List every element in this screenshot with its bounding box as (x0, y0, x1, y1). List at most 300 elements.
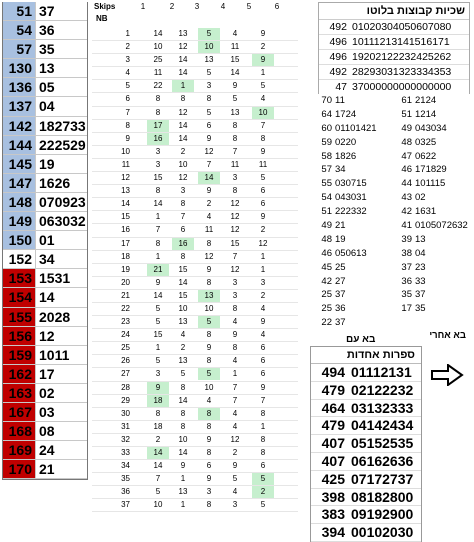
grid-cell: 9 (260, 317, 266, 327)
pair-right-count: 51 (401, 108, 412, 120)
pair-left-value: 1724 (335, 108, 357, 120)
grid-cell: 4 (206, 395, 212, 405)
left-list-number: 54 (3, 21, 35, 39)
grid-cell: 4 (260, 330, 266, 340)
grid-cell: 18 (147, 395, 169, 407)
left-list-number: 137 (3, 97, 35, 115)
left-list-value: 08 (35, 422, 87, 440)
grid-cell: 14 (178, 55, 188, 65)
grid-cell: 8 (180, 421, 186, 431)
grid-cell: 8 (155, 94, 161, 104)
grid-row-number: 23 (121, 317, 130, 327)
left-list-row (3, 250, 87, 269)
grid-row-number: 25 (121, 343, 130, 353)
grid-cell: 9 (206, 343, 212, 353)
left-list-row (3, 174, 87, 193)
grid-row-number: 1 (125, 29, 130, 38)
grid-cell: 8 (155, 107, 161, 117)
grid-cell: 9 (180, 461, 186, 471)
grid-row-number: 4 (125, 68, 130, 78)
grid-cell: 5 (252, 473, 274, 485)
grid-cell: 7 (232, 251, 238, 261)
grid-row (92, 224, 298, 237)
grid-row-number: 8 (125, 120, 130, 130)
left-list-value: 19 (35, 155, 87, 173)
grid-cell: 14 (178, 120, 188, 130)
group-frequency-row (319, 65, 469, 80)
grid-cell: 5 (206, 107, 212, 117)
single-digits-value: 01112131 (351, 364, 412, 380)
grid-cell: 10 (204, 303, 214, 313)
left-list-value: 03 (35, 403, 87, 421)
single-digits-value: 09192900 (351, 506, 414, 523)
left-list-value: 05 (35, 78, 87, 96)
pairs-row (310, 205, 472, 219)
grid-cell: 13 (178, 29, 188, 38)
left-list-row (3, 403, 87, 422)
grid-cell: 5 (198, 368, 220, 380)
grid-cell: 13 (178, 317, 188, 327)
grid-row-number: 33 (121, 448, 130, 457)
grid-row (92, 303, 298, 316)
grid-row (92, 460, 298, 473)
single-digits-row (311, 471, 421, 489)
left-list-row (3, 155, 87, 174)
grid-row-number: 16 (121, 225, 130, 235)
grid-cell: 5 (180, 369, 186, 379)
grid-row-number: 36 (121, 487, 130, 497)
pair-right-value: 23 (415, 261, 426, 273)
group-frequency-row (319, 35, 469, 50)
left-list-value: 04 (35, 97, 87, 115)
grid-cell: 9 (260, 146, 266, 156)
left-list-row (3, 327, 87, 346)
grid-cell: 14 (178, 133, 188, 143)
grid-cell: 12 (178, 42, 188, 52)
left-list-number: 147 (3, 174, 35, 192)
grid-cell: 9 (206, 264, 212, 274)
single-digits-value: 08182800 (351, 488, 414, 505)
grid-cell: 1 (172, 80, 194, 92)
grid-row-number: 32 (121, 434, 130, 444)
grid-cell: 8 (206, 330, 212, 340)
grid-cell: 4 (206, 212, 212, 222)
grid-row-number: 31 (121, 421, 130, 431)
grid-row (92, 146, 298, 159)
grid-row-number: 7 (125, 107, 130, 117)
grid-cell: 3 (155, 369, 161, 379)
grid-cell: 3 (232, 173, 238, 183)
left-list-value: 222529 (35, 136, 87, 154)
grid-cell: 8 (180, 251, 186, 261)
pair-right-value: 0622 (415, 150, 437, 162)
grid-cell: 8 (180, 382, 186, 392)
left-list-number: 155 (3, 308, 35, 326)
single-digits-value: 06162636 (351, 452, 414, 469)
grid-cell: 8 (206, 277, 212, 287)
grid-cell: 12 (230, 434, 240, 444)
group-frequency-count: 492 (329, 21, 347, 33)
grid-cell: 9 (232, 461, 238, 471)
grid-cell: 5 (155, 317, 161, 327)
pair-right-value: 35 (415, 303, 426, 315)
grid-cell: 21 (147, 264, 169, 276)
pairs-row (310, 247, 472, 261)
grid-row-number: 18 (121, 251, 130, 261)
left-list-value: 12 (35, 327, 87, 345)
pair-left-count: 70 (321, 95, 332, 106)
left-list-value: 2028 (35, 308, 87, 326)
left-list-number: 168 (3, 422, 35, 440)
left-list-number: 163 (3, 384, 35, 402)
pair-left-value: 0220 (335, 136, 357, 148)
grid-row-number: 3 (125, 55, 130, 65)
grid-cell: 12 (230, 199, 240, 209)
grid-row (92, 211, 298, 224)
grid-cell: 12 (178, 107, 188, 117)
grid-cell: 10 (178, 159, 188, 169)
grid-column-header: 1 (140, 2, 146, 11)
grid-cell: 8 (232, 343, 238, 353)
grid-cell: 1 (260, 264, 266, 274)
grid-cell: 1 (180, 474, 186, 484)
grid-row (92, 238, 298, 251)
grid-cell: 8 (260, 408, 266, 418)
grid-cell: 4 (232, 29, 238, 38)
left-list-value: 1011 (35, 346, 87, 364)
grid-cell: 25 (153, 55, 163, 65)
left-list-row (3, 212, 87, 231)
grid-cell: 2 (155, 434, 161, 444)
left-list-row (3, 97, 87, 116)
left-list-value: 1531 (35, 269, 87, 287)
pair-right-value: 0105072632 (415, 220, 468, 232)
grid-cell: 9 (260, 212, 266, 222)
grid-cell: 14 (153, 461, 163, 471)
left-list-row (3, 288, 87, 307)
left-list-number: 148 (3, 193, 35, 211)
grid-cell: 5 (232, 94, 238, 104)
grid-cell: 8 (232, 133, 238, 143)
grid-cell: 18 (153, 421, 163, 431)
grid-cell: 4 (232, 487, 238, 497)
grid-cell: 7 (155, 474, 161, 484)
group-frequency-row (319, 20, 469, 35)
grid-row-number: 6 (125, 94, 130, 104)
grid-cell: 8 (206, 448, 212, 457)
left-list-number: 130 (3, 59, 35, 77)
pair-right-count: 46 (401, 164, 412, 176)
left-list-value: 36 (35, 21, 87, 39)
grid-cell: 7 (155, 225, 161, 235)
pairs-row (310, 219, 472, 233)
single-digits-row (311, 400, 421, 418)
grid-cell: 1 (155, 343, 161, 353)
left-list-value: 13 (35, 59, 87, 77)
grid-row-number: 37 (121, 500, 130, 510)
single-digits-count: 464 (321, 399, 345, 416)
grid-cell: 1 (155, 212, 161, 222)
pair-left-count: 60 (321, 122, 332, 134)
grid-row (92, 421, 298, 434)
single-digits-table (310, 346, 422, 542)
left-list-row (3, 460, 87, 479)
left-list-row (3, 422, 87, 441)
pair-right-count: 49 (401, 122, 412, 134)
grid-column-header: 4 (220, 2, 226, 11)
pairs-row (310, 316, 472, 330)
grid-row-number: 10 (121, 146, 130, 156)
grid-row-number: 22 (121, 303, 130, 313)
grid-row-number: 11 (121, 159, 130, 169)
grid-cell: 13 (178, 356, 188, 366)
grid-cell: 11 (258, 159, 268, 169)
pair-right-value: 101115 (415, 178, 446, 190)
grid-cell: 12 (258, 238, 268, 248)
skips-label: Skips (94, 2, 116, 11)
grid-row-number: 5 (125, 81, 130, 91)
grid-column-header: 5 (246, 2, 252, 11)
grid-cell: 15 (230, 238, 240, 248)
left-list-row (3, 193, 87, 212)
pair-left-count: 22 (321, 317, 332, 329)
grid-cell: 8 (232, 120, 238, 130)
grid-cell: 1 (232, 369, 238, 379)
single-digits-value: 05152535 (351, 435, 414, 452)
grid-cell: 14 (230, 68, 240, 78)
left-list-value: 37 (35, 2, 87, 20)
single-digits-value: 02122232 (351, 381, 414, 398)
grid-row-number: 2 (125, 42, 130, 52)
grid-row-number: 30 (121, 408, 130, 418)
grid-cell: 4 (260, 303, 266, 313)
pairs-row (310, 233, 472, 247)
grid-cell: 15 (178, 290, 188, 300)
grid-cell: 9 (260, 382, 266, 392)
grid-cell: 4 (232, 408, 238, 418)
pairs-row (310, 150, 472, 164)
grid-cell: 14 (153, 199, 163, 209)
grid-header (92, 2, 298, 28)
left-list-value: 182733 (35, 117, 87, 135)
single-digits-count: 398 (321, 488, 345, 505)
left-list-row (3, 40, 87, 59)
grid-row-number: 34 (121, 461, 130, 471)
pair-left-value: 030715 (335, 178, 367, 190)
pair-left-count: 46 (321, 247, 332, 259)
nb-label: NB (96, 14, 108, 23)
grid-row (92, 172, 298, 185)
grid-cell: 13 (230, 107, 240, 117)
grid-cell: 14 (178, 277, 188, 287)
grid-column-header: 3 (194, 2, 200, 11)
grid-cell: 5 (232, 474, 238, 484)
left-list-row (3, 269, 87, 288)
pair-left-count: 59 (321, 136, 332, 148)
pair-left-count: 57 (321, 164, 332, 176)
grid-row (92, 382, 298, 395)
single-digits-value: 07172737 (351, 470, 414, 487)
grid-cell: 11 (230, 159, 240, 169)
left-number-list (2, 2, 88, 480)
grid-cell: 8 (260, 448, 266, 457)
pair-left-value: 37 (335, 289, 346, 301)
pair-left-value: 37 (335, 317, 346, 329)
pair-right-value: 043034 (415, 122, 447, 134)
grid-cell: 8 (180, 199, 186, 209)
grid-cell: 15 (230, 55, 240, 65)
grid-row (92, 277, 298, 290)
left-list-number: 154 (3, 288, 35, 306)
grid-row (92, 41, 298, 54)
grid-cell: 15 (153, 173, 163, 183)
pair-left-value: 222332 (335, 206, 367, 218)
grid-cell: 6 (260, 199, 266, 209)
grid-cell: 7 (180, 212, 186, 222)
pair-right-count: 37 (401, 261, 412, 273)
grid-row (92, 473, 298, 486)
pairs-table (310, 94, 472, 344)
left-list-value: 070923 (35, 193, 87, 211)
grid-cell: 1 (155, 251, 161, 261)
pair-left-count: 51 (321, 206, 332, 218)
grid-cell: 6 (260, 186, 266, 196)
left-list-value: 01 (35, 231, 87, 249)
grid-row (92, 159, 298, 172)
grid-cell: 1 (260, 68, 266, 78)
grid-cell: 8 (232, 186, 238, 196)
pair-right-value: 171829 (415, 164, 447, 176)
grid-cell: 3 (155, 146, 161, 156)
grid-cell: 10 (178, 303, 188, 313)
grid-cell: 11 (204, 225, 214, 235)
grid-row (92, 107, 298, 120)
grid-cell: 8 (260, 434, 266, 444)
grid-cell: 8 (260, 133, 266, 143)
left-list-number: 152 (3, 250, 35, 268)
grid-cell: 7 (260, 120, 266, 130)
grid-cell: 8 (180, 408, 186, 418)
grid-cell: 6 (260, 343, 266, 353)
pairs-row (310, 163, 472, 177)
grid-row (92, 368, 298, 381)
grid-cell: 2 (260, 42, 266, 52)
grid-cell: 3 (155, 159, 161, 169)
left-list-number: 136 (3, 78, 35, 96)
grid-cell: 14 (178, 68, 188, 78)
group-frequency-block (318, 2, 470, 96)
grid-cell: 16 (147, 133, 169, 145)
grid-cell: 3 (260, 277, 266, 287)
left-list-row (3, 2, 87, 21)
pairs-row (310, 177, 472, 191)
grid-cell: 16 (172, 238, 194, 250)
pair-right-count: 48 (401, 136, 412, 148)
grid-cell: 13 (204, 55, 214, 65)
grid-row (92, 499, 298, 512)
grid-row-number: 20 (121, 277, 130, 287)
grid-cell: 8 (206, 238, 212, 248)
pair-left-value: 1826 (335, 150, 357, 162)
left-list-value: 34 (35, 250, 87, 268)
grid-cell: 14 (147, 447, 169, 459)
grid-row-number: 28 (121, 382, 130, 392)
grid-cell: 5 (198, 316, 220, 328)
grid-cell: 6 (260, 461, 266, 471)
pair-right-count: 47 (401, 150, 412, 162)
grid-row-number: 12 (121, 173, 130, 183)
grid-cell: 9 (206, 133, 212, 143)
group-frequency-count: 47 (335, 81, 347, 93)
grid-cell: 7 (260, 395, 266, 405)
grid-cell: 7 (232, 146, 238, 156)
grid-cell: 9 (147, 382, 169, 394)
grid-cell: 8 (206, 356, 212, 366)
group-frequency-row (319, 80, 469, 95)
pair-right-value: 13 (415, 233, 426, 245)
single-digits-value: 04142434 (351, 417, 414, 434)
pair-right-value: 1631 (415, 206, 437, 218)
comes-with-label: בא עם (346, 334, 376, 345)
grid-cell: 10 (178, 434, 188, 444)
pair-left-value: 043031 (335, 192, 367, 204)
left-list-row (3, 231, 87, 250)
grid-row (92, 316, 298, 329)
grid-cell: 4 (180, 330, 186, 340)
grid-row (92, 80, 298, 93)
pair-right-count: 61 (401, 95, 412, 106)
pair-right-value: 02 (415, 192, 426, 204)
left-list-row (3, 21, 87, 40)
grid-cell: 5 (260, 81, 266, 91)
grid-row (92, 185, 298, 198)
grid-cell: 4 (260, 94, 266, 104)
group-frequency-row (319, 50, 469, 65)
grid-cell: 4 (232, 356, 238, 366)
left-list-number: 156 (3, 327, 35, 345)
grid-cell: 5 (260, 500, 266, 510)
grid-row (92, 133, 298, 146)
grid-column-header: 2 (169, 2, 175, 11)
grid-cell: 7 (232, 395, 238, 405)
single-digits-count: 407 (321, 435, 345, 452)
grid-cell: 10 (198, 41, 220, 53)
grid-cell: 14 (153, 29, 163, 38)
grid-cell: 12 (204, 251, 214, 261)
grid-cell: 3 (232, 500, 238, 510)
grid-cell: 9 (155, 277, 161, 287)
single-digits-value: 03132333 (351, 399, 414, 416)
left-list-row (3, 59, 87, 78)
grid-row (92, 251, 298, 264)
grid-row-number: 27 (121, 369, 130, 379)
grid-cell: 14 (153, 290, 163, 300)
skips-grid (92, 2, 298, 512)
grid-cell: 12 (230, 212, 240, 222)
grid-row (92, 93, 298, 106)
comes-after-label: בא אחרי (429, 330, 466, 342)
grid-cell: 8 (180, 94, 186, 104)
pair-right-count: 35 (401, 289, 412, 301)
grid-cell: 6 (260, 369, 266, 379)
grid-row (92, 486, 298, 499)
pair-right-value: 0325 (415, 136, 437, 148)
grid-cell: 15 (178, 264, 188, 274)
left-list-value: 14 (35, 288, 87, 306)
pair-left-count: 42 (321, 275, 332, 287)
grid-cell: 2 (260, 290, 266, 300)
grid-cell: 10 (252, 107, 274, 119)
